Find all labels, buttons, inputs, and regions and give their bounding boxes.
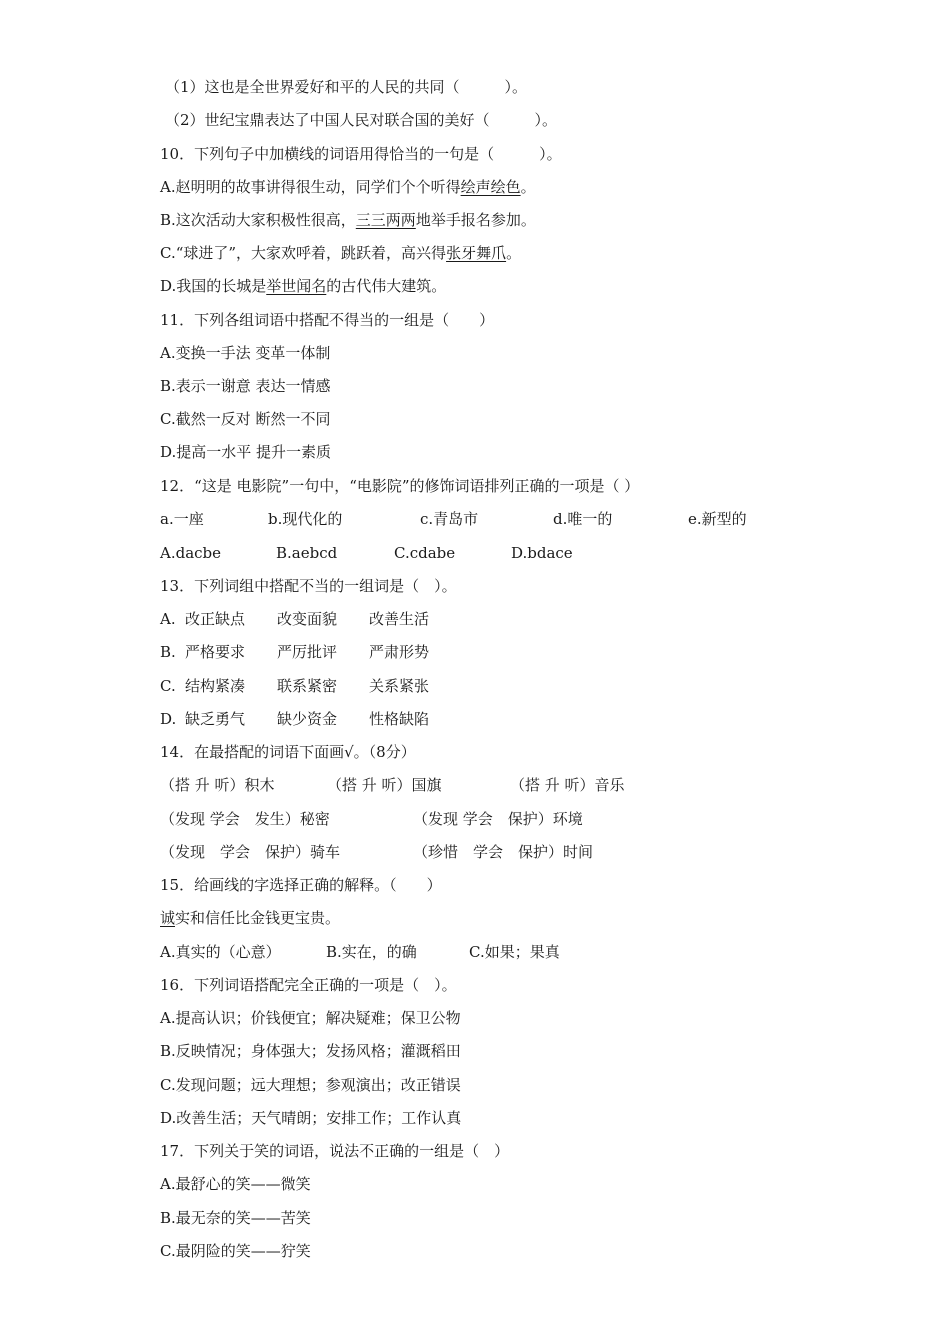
q10-stem: 10．下列句子中加横线的词语用得恰当的一句是（ ）。 — [160, 145, 562, 163]
q13-row-d-item: 缺少资金 — [277, 710, 338, 728]
q13-row-c-item: 关系紧张 — [369, 677, 430, 695]
underlined-phrase: 张牙舞爪 — [446, 244, 507, 262]
q13-row-d-item: 缺乏勇气 — [185, 710, 246, 728]
q13-row-d-item: 性格缺陷 — [369, 710, 430, 728]
q14-item: （发现 学会 发生）秘密 — [160, 810, 330, 828]
q15-stem: 15．给画线的字选择正确的解释。（ ） — [160, 876, 442, 894]
q12-word: b.现代化的 — [268, 510, 343, 528]
q13-row-a-item: 改变面貌 — [277, 610, 338, 628]
q13-row-b-item: 严肃形势 — [369, 643, 430, 661]
q9-sentence-2: （2）世纪宝鼎表达了中国人民对联合国的美好（ ）。 — [165, 111, 558, 129]
q16-stem: 16．下列词语搭配完全正确的一项是（ ）。 — [160, 976, 457, 994]
q13-row-c-item: 联系紧密 — [277, 677, 338, 695]
q11-option-d: D.提高一水平 提升一素质 — [160, 443, 332, 461]
q11-option-c: C.截然一反对 断然一不同 — [160, 410, 331, 428]
q11-stem: 11．下列各组词语中搭配不得当的一组是（ ） — [160, 311, 495, 329]
underlined-phrase: 举世闻名 — [266, 277, 327, 295]
q10-option-b: B.这次活动大家积极性很高，三三两两地举手报名参加。 — [160, 211, 536, 229]
q14-item: （珍惜 学会 保护）时间 — [413, 843, 594, 861]
q11-option-b: B.表示一谢意 表达一情感 — [160, 377, 331, 395]
q13-row-c-item: 结构紧凑 — [185, 677, 246, 695]
q14-item: （发现 学会 保护）环境 — [413, 810, 583, 828]
q12-option: D.bdace — [511, 544, 573, 562]
q12-option: B.aebcd — [276, 544, 338, 562]
q13-row-a-letter: A. — [160, 610, 176, 628]
q13-row-b-item: 严厉批评 — [277, 643, 338, 661]
underlined-char: 诚 — [160, 909, 176, 927]
q14-item: （搭 升 听）积木 — [160, 776, 275, 794]
q16-option-b: B.反映情况；身体强大；发扬风格；灌溉稻田 — [160, 1042, 461, 1060]
q12-word: e.新型的 — [688, 510, 747, 528]
q17-option-b: B.最无奈的笑——苦笑 — [160, 1209, 311, 1227]
q9-sentence-1: （1）这也是全世界爱好和平的人民的共同（ ）。 — [165, 78, 528, 96]
q17-stem: 17．下列关于笑的词语，说法不正确的一组是（ ） — [160, 1142, 510, 1160]
q13-row-a-item: 改正缺点 — [185, 610, 246, 628]
underlined-phrase: 三三两两 — [355, 211, 416, 229]
q12-option: C.cdabe — [394, 544, 456, 562]
q13-row-d-letter: D. — [160, 710, 177, 728]
q13-row-a-item: 改善生活 — [369, 610, 430, 628]
q10-option-a: A.赵明明的故事讲得很生动，同学们个个听得绘声绘色。 — [160, 178, 536, 196]
q12-option: A.dacbe — [160, 544, 222, 562]
q15-sentence: 诚实和信任比金钱更宝贵。 — [160, 909, 341, 927]
q13-row-b-letter: B. — [160, 643, 176, 661]
q12-word: d.唯一的 — [553, 510, 613, 528]
q10-option-c: C.“球进了”，大家欢呼着，跳跃着，高兴得张牙舞爪。 — [160, 244, 522, 262]
q12-stem: 12．“这是 电影院”一句中，“电影院”的修饰词语排列正确的一项是（ ） — [160, 477, 640, 495]
q12-word: a.一座 — [160, 510, 204, 528]
underlined-phrase: 绘声绘色 — [460, 178, 521, 196]
q15-option: A.真实的（心意） — [160, 943, 281, 961]
q13-row-c-letter: C. — [160, 677, 176, 695]
q15-option: B.实在，的确 — [326, 943, 417, 961]
q12-word: c.青岛市 — [420, 510, 479, 528]
q16-option-c: C.发现问题；远大理想；参观演出；改正错误 — [160, 1076, 461, 1094]
q14-stem: 14．在最搭配的词语下面画√。（8分） — [160, 743, 416, 761]
q13-stem: 13．下列词组中搭配不当的一组词是（ ）。 — [160, 577, 457, 595]
q14-item: （搭 升 听）音乐 — [510, 776, 625, 794]
q13-row-b-item: 严格要求 — [185, 643, 246, 661]
q10-option-d: D.我国的长城是举世闻名的古代伟大建筑。 — [160, 277, 447, 295]
q14-item: （发现 学会 保护）骑车 — [160, 843, 341, 861]
q14-item: （搭 升 听）国旗 — [327, 776, 442, 794]
q11-option-a: A.变换一手法 变革一体制 — [160, 344, 331, 362]
q15-option: C.如果；果真 — [469, 943, 560, 961]
q17-option-c: C.最阴险的笑——狞笑 — [160, 1242, 311, 1260]
q16-option-a: A.提高认识；价钱便宜；解决疑难；保卫公物 — [160, 1009, 461, 1027]
q17-option-a: A.最舒心的笑——微笑 — [160, 1175, 311, 1193]
q16-option-d: D.改善生活；天气晴朗；安排工作；工作认真 — [160, 1109, 462, 1127]
